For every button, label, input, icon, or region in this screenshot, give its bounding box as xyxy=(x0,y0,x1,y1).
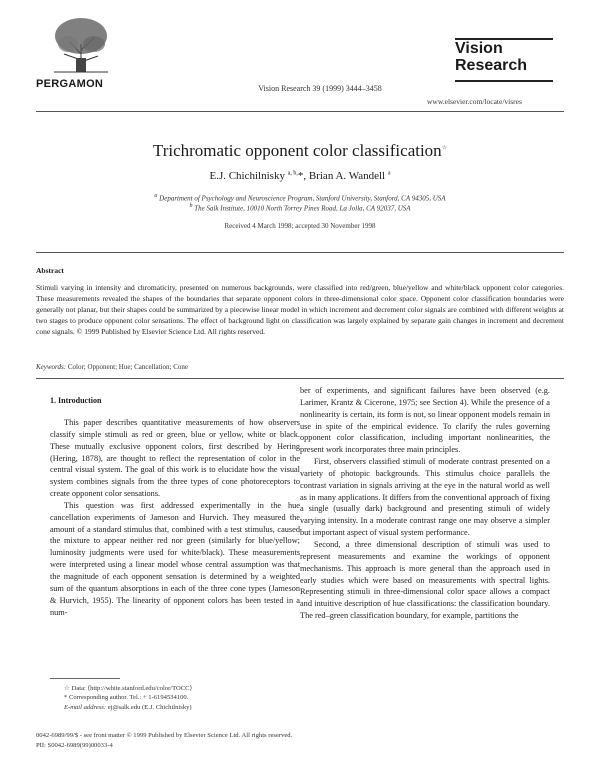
right-column xyxy=(300,385,550,622)
paragraph: Second, a three dimensional description of stimuli was used to represent measurements and examine the workings of opponent mechanisms. This approach is more general than the approach used in early studies which were based on measurements with spectral lights. Representing stimuli in three-dimensional color space allows a compact and intuitive description of hue classifications: the classification boundary. The red–green classification boundary, for example, partitions the xyxy=(300,539,550,621)
paragraph: This question was first addressed experimentally in the hue cancellation experiments of Jameson and Hurvich. They measured the amount of a standard stimulus that, combined with a test stimulus, caused the mixture to appear neither red nor green (similarly for blue/yellow; luminosity judgments were used for white/black). These measurements were interpreted using a linear model whose central assumption was that the magnitude of each opponent sensation is determined by a weighted sum of the quantum absorptions in each of the three cone types (Jameson & Hurvich, 1955). The linearity of opponent colors has been tested in a num- xyxy=(50,500,300,617)
affiliation-text: Department of Psychology and Neuroscience Program, Stanford University, Stanford, CA 94305, USA xyxy=(159,194,446,203)
paragraph: ber of experiments, and significant failures have been observed (e.g. Larimer, Krantz & Cicerone, 1975; see Section 4). While the presence of a nonlinearity is certain, its form is not, so linear opponent models remain in use in spite of the empirical evidence. To clarify the rules governing opponent color classification, including important nonlinearities, the present work incorporates three main principles. xyxy=(300,386,550,455)
author-name: E.J. Chichilnisky xyxy=(209,170,285,182)
affiliation-b xyxy=(0,203,600,212)
footnote-email xyxy=(64,704,192,711)
title-footnote-mark[interactable]: ☆ xyxy=(441,145,448,152)
affiliation-text: The Salk Institute, 10010 North Torrey Pines Road, La Jolla, CA 92037, USA xyxy=(194,204,411,213)
author-separator: , xyxy=(303,170,309,182)
journal-brand xyxy=(455,40,527,74)
article-title-text: Trichromatic opponent color classification xyxy=(152,141,442,160)
footnote-mark: ☆ xyxy=(64,685,70,692)
brand-bottom-bar xyxy=(455,80,553,82)
email-label: E-mail address: xyxy=(64,704,107,711)
affiliation-mark: b xyxy=(189,203,193,209)
affiliation-mark: a xyxy=(154,193,158,199)
journal-brand-line1: Vision xyxy=(455,40,503,57)
abstract-text: Stimuli varying in intensity and chromaticity, presented on numerous backgrounds, were classified into red/green, blue/yellow and white/black opponent color categories. These measurements revealed the shapes of the boundaries that separate opponent colors in three-dimensional color space. Opponent color classification boundaries were generally not planar, but their shapes could be summarized by a piecewise linear model in which increment and decrement color signals are combined with different weights at two stages to produce opponent color sensations. The effect of background light on classification was largely explained by separate gain changes in increment and decrement cone signals. © 1999 Published by Elsevier Science Ltd. All rights reserved. xyxy=(36,283,564,336)
issn-line: 0042-6989/99/$ - see front matter © 1999 Published by Elsevier Science Ltd. All rights reserved. xyxy=(36,732,293,739)
keywords-list: Color; Opponent; Hue; Cancellation; Cone xyxy=(67,363,188,371)
publisher-name: PERGAMON xyxy=(36,78,104,90)
footnote-corresponding: * Corresponding author. Tel.: + 1-6194534100. xyxy=(64,694,189,701)
abstract-bottom-rule xyxy=(36,378,564,379)
publisher-logo-tree-icon xyxy=(50,14,112,74)
author-name: Brian A. Wandell xyxy=(308,170,386,182)
header-rule xyxy=(36,111,564,112)
author-affiliation-mark: a xyxy=(387,170,391,177)
footnote-text[interactable]: Data: ⟨http://white.stanford.edu/color/TOCC⟩ xyxy=(71,685,193,692)
pii-line: PII: S0042-6989(99)00033-4 xyxy=(36,742,113,749)
article-title xyxy=(0,141,600,161)
footnote-data xyxy=(64,684,192,692)
corresponding-author-mark[interactable]: * xyxy=(297,170,304,182)
received-dates: Received 4 March 1998; accepted 30 November 1998 xyxy=(224,222,376,230)
author-list xyxy=(0,170,600,182)
paragraph: This paper describes quantitative measurements of how observers classify simple stimuli as red or green, blue or yellow, white or black. These mutually exclusive opponent colors, first described by Hering (Hering, 1878), are thought to reflect the representation of color in the central visual system. The goal of this work is to elucidate how the visual system combines signals from the three types of cone photoreceptors to create opponent color sensations. xyxy=(50,418,300,499)
abstract-top-rule xyxy=(36,252,564,253)
author-affiliation-mark: a, b, xyxy=(287,170,298,177)
left-column xyxy=(50,417,300,618)
section-heading: 1. Introduction xyxy=(50,396,102,405)
journal-url[interactable]: www.elsevier.com/locate/visres xyxy=(427,97,522,106)
keywords xyxy=(36,363,188,371)
keywords-label: Keywords: xyxy=(36,363,67,371)
abstract-heading: Abstract xyxy=(36,266,64,275)
affiliation-a xyxy=(0,193,600,202)
journal-brand-line2: Research xyxy=(455,57,528,74)
journal-citation: Vision Research 39 (1999) 3444–3458 xyxy=(258,84,382,93)
email-text[interactable]: ej@salk.edu (E.J. Chichilnisky) xyxy=(107,704,192,711)
paragraph: First, observers classified stimuli of moderate contrast presented on a variety of photopic backgrounds. This stimulus choice parallels the contrast variation in signals arriving at the eye in the natural world as well as in many applications. It differs from the conventional approach of fixing a single (usually dark) background and presenting stimuli of widely varying intensity. In a moderate contrast range one may observe a simpler but important aspect of visual system performance. xyxy=(300,457,550,538)
footnote-rule xyxy=(50,678,120,679)
